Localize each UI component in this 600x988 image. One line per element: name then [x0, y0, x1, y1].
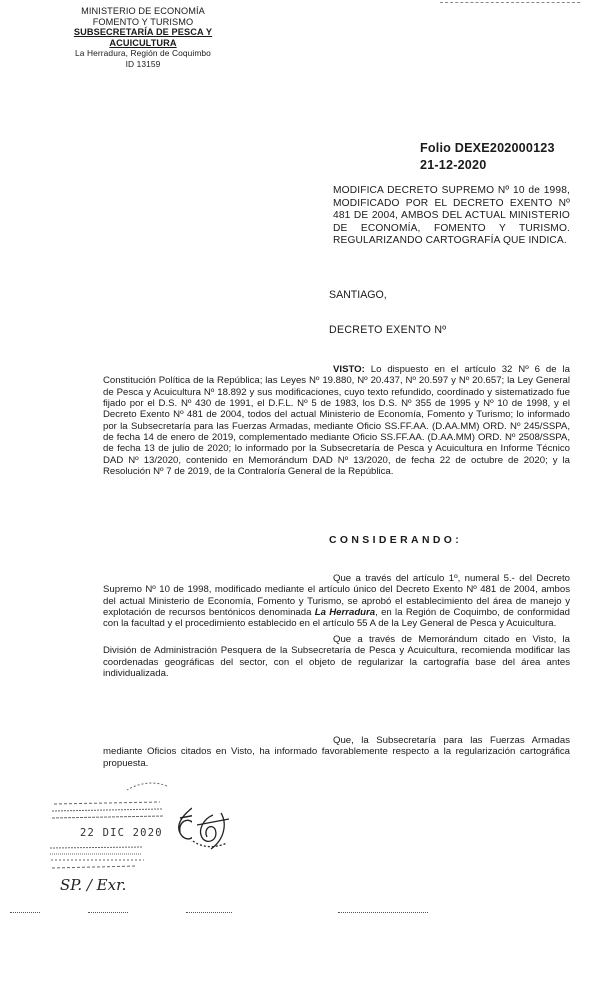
decree-title: MODIFICA DECRETO SUPREMO Nº 10 de 1998, MODIFICADO POR EL DECRETO EXENTO Nº 481 DE 2004, AMBOS DEL ACTUAL MINISTERIO DE ECONOMÍA, FOMENTO Y TURISMO. REGULARIZANDO CARTOGRAFÍA QUE INDICA.: [333, 185, 570, 246]
city-line: SANTIAGO,: [329, 289, 387, 301]
folio-block: [420, 140, 555, 174]
area-name: La Herradura: [314, 606, 376, 618]
folio-date: 21-12-2020: [420, 158, 487, 172]
letterhead-subsecretaria: SUBSECRETARÍA DE PESCA Y: [73, 27, 213, 37]
footer-mark-center-left: [88, 912, 128, 913]
footer-mark-left: [10, 912, 40, 913]
paragraph-1-text-a: Que a través del artículo 1º, numeral 5.- del Decreto Supremo Nº 10 de 1998, modificado mediante el artículo único del Decreto Exento Nº 481 de 2004, ambos del actual Ministerio de Economía, Fomento y Turismo, se aprobó el establecimiento del área de manejo y explotación de recursos bentónicos denominada: [103, 573, 570, 618]
visto-text: Lo dispuesto en el artículo 32 Nº 6 de la Constitución Política de la República; las Leyes Nº 19.880, Nº 20.437, Nº 20.597 y Nº 20.657; la Ley General de Pesca y Acuicultura Nº 18.892 y sus modificaciones, cuyo texto refundido, coordinado y sistematizado fue fijado por el D.S. Nº 430 de 1991, el D.F.L. Nº 5 de 1983, los D.S. Nº 355 de 1995 y Nº 10 de 1998, y el Decreto Exento Nº 481 de 2004, todos del actual Ministerio de Economía, Fomento y Turismo; lo informado por la Subsecretaría para las Fuerzas Armadas, mediante Oficio SS.FF.AA. (D.AA.MM) ORD. Nº 245/SSPA, de fecha 14 de enero de 2019, complementado mediante Oficio SS.FF.AA. (D.AA.MM) ORD. Nº 2508/SSPA, de fecha 13 de julio de 2020; lo informado por la Subsecretaría de Pesca y Acuicultura en Informe Técnico DAD Nº 13/2020, contenido en Memorándum DAD Nº 13/2020, de fecha 22 de octubre de 2020; y la Resolución Nº 7 de 2019, de la Contraloría General de la República.: [103, 364, 570, 478]
decree-label: DECRETO EXENTO Nº: [329, 324, 447, 336]
letterhead-id: ID 13159: [125, 58, 161, 69]
stamp-handwritten-note: SP. / Exr.: [60, 876, 127, 894]
letterhead-ministry: MINISTERIO DE ECONOMÍA: [81, 6, 205, 16]
considerando-heading: CONSIDERANDO:: [329, 535, 463, 546]
letterhead-location: La Herradura, Región de Coquimbo: [75, 48, 211, 58]
letterhead-acuicultura: ACUICULTURA: [109, 37, 177, 48]
considerando-paragraph-2: Que a través de Memorándum citado en Visto, la División de Administración Pesquera de la Subsecretaría de Pesca y Acuicultura, recomienda modificar las coordenadas geográficas del sector, con el objeto de regularizar la cartografía base del área antes individualizada.: [103, 634, 570, 679]
reception-stamp: [42, 778, 192, 898]
letterhead: [54, 6, 232, 69]
footer-mark-center-right: [186, 912, 232, 913]
folio-number: Folio DEXE202000123: [420, 141, 555, 155]
paragraph-1-text-b: , en la Región de Coquimbo, de conformidad con la facultad y el procedimiento establecido en el artículo 55 A de la Ley General de Pesca y Acuicultura.: [103, 606, 570, 630]
considerando-paragraph-1: [103, 573, 570, 629]
considerando-paragraph-3: Que, la Subsecretaría para las Fuerzas Armadas mediante Oficios citados en Visto, ha informado favorablemente respecto a la regularización cartográfica propuesta.: [103, 735, 570, 769]
signature-scribble-icon: [183, 805, 243, 865]
letterhead-ministry-sub: FOMENTO Y TURISMO: [92, 16, 194, 27]
visto-paragraph: [103, 364, 570, 477]
top-scan-mark: [440, 2, 580, 5]
visto-label: VISTO:: [333, 364, 365, 375]
stamp-lines: [50, 783, 167, 868]
stamp-date: 22 DIC 2020: [80, 827, 163, 839]
footer-mark-right: [338, 912, 428, 913]
